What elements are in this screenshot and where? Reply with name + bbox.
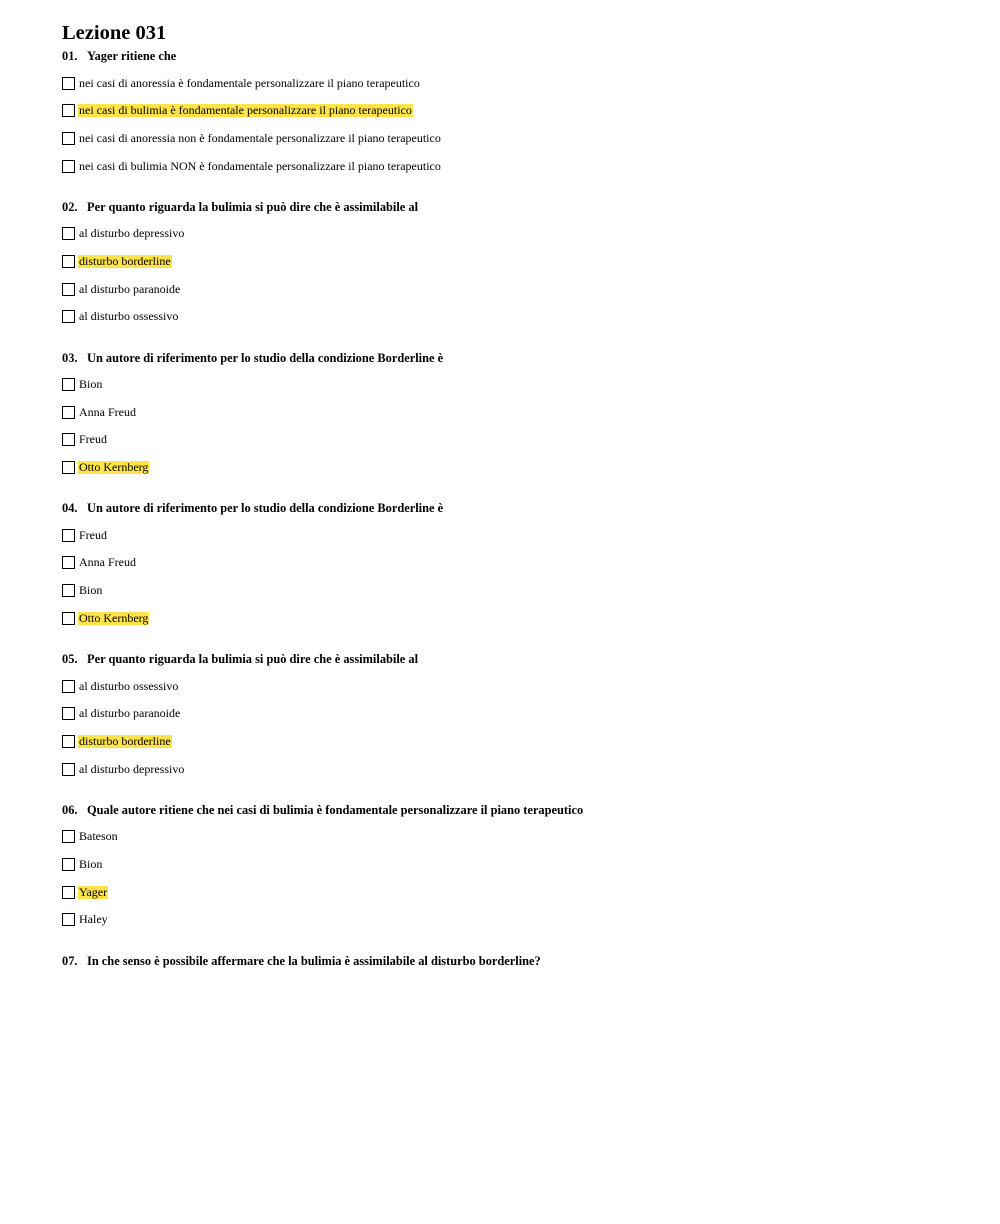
answer-option[interactable] <box>62 761 962 777</box>
question-heading <box>62 651 962 667</box>
answer-option[interactable] <box>62 884 962 900</box>
checkbox-icon[interactable] <box>62 283 75 296</box>
answer-option[interactable] <box>62 309 962 325</box>
answer-option[interactable] <box>62 377 962 393</box>
checkbox-icon[interactable] <box>62 830 75 843</box>
checkbox-icon[interactable] <box>62 858 75 871</box>
checkbox-icon[interactable] <box>62 680 75 693</box>
question-spacer <box>62 940 962 953</box>
answer-label: Haley <box>79 912 108 927</box>
answer-option[interactable] <box>62 678 962 694</box>
answer-label: Bion <box>79 583 103 598</box>
question-heading <box>62 48 962 64</box>
document-page <box>62 20 962 980</box>
question-heading <box>62 199 962 215</box>
checkbox-icon[interactable] <box>62 227 75 240</box>
answer-option[interactable] <box>62 829 962 845</box>
correct-answer-label: disturbo borderline <box>79 733 171 748</box>
correct-answer-label: nei casi di bulimia è fondamentale personalizzare il piano terapeutico <box>79 103 412 118</box>
question-spacer <box>62 638 962 651</box>
question-05 <box>62 651 962 777</box>
question-list <box>62 48 962 969</box>
answer-label: nei casi di bulimia NON è fondamentale personalizzare il piano terapeutico <box>79 158 441 173</box>
question-heading <box>62 802 962 818</box>
answer-label: al disturbo paranoide <box>79 706 181 721</box>
answer-option[interactable] <box>62 610 962 626</box>
question-07 <box>62 953 962 969</box>
checkbox-icon[interactable] <box>62 584 75 597</box>
answer-label: Freud <box>79 527 107 542</box>
answer-option[interactable] <box>62 226 962 242</box>
question-text: In che senso è possibile affermare che la bulimia è assimilabile al disturbo borderline? <box>87 953 541 968</box>
checkbox-icon[interactable] <box>62 406 75 419</box>
answer-label: nei casi di anoressia è fondamentale personalizzare il piano terapeutico <box>79 75 420 90</box>
question-heading <box>62 350 962 366</box>
answer-label: nei casi di anoressia non è fondamentale personalizzare il piano terapeutico <box>79 130 441 145</box>
answer-label: Bion <box>79 377 103 391</box>
correct-answer-label: Yager <box>79 884 108 899</box>
question-number: 06. <box>62 802 78 817</box>
checkbox-icon[interactable] <box>62 461 75 474</box>
question-text: Per quanto riguarda la bulimia si può dire che è assimilabile al <box>87 652 419 666</box>
answer-option[interactable] <box>62 253 962 269</box>
answer-label: Bateson <box>79 829 118 844</box>
answer-option[interactable] <box>62 404 962 420</box>
question-06 <box>62 802 962 928</box>
checkbox-icon[interactable] <box>62 310 75 323</box>
answer-option[interactable] <box>62 103 962 119</box>
question-spacer <box>62 337 962 350</box>
answer-label: Anna Freud <box>79 404 136 419</box>
answer-label: al disturbo depressivo <box>79 226 185 241</box>
checkbox-icon[interactable] <box>62 77 75 90</box>
checkbox-icon[interactable] <box>62 378 75 391</box>
answer-option[interactable] <box>62 733 962 749</box>
checkbox-icon[interactable] <box>62 763 75 776</box>
answer-option[interactable] <box>62 912 962 928</box>
question-spacer <box>62 186 962 199</box>
answer-option[interactable] <box>62 460 962 476</box>
answer-label: al disturbo ossessivo <box>79 309 179 324</box>
question-01 <box>62 48 962 174</box>
question-heading <box>62 953 962 969</box>
question-03 <box>62 350 962 476</box>
checkbox-icon[interactable] <box>62 104 75 117</box>
checkbox-icon[interactable] <box>62 707 75 720</box>
correct-answer-label: Otto Kernberg <box>79 610 149 625</box>
question-04 <box>62 500 962 626</box>
question-text: Quale autore ritiene che nei casi di bulimia è fondamentale personalizzare il piano terapeutico <box>87 802 584 817</box>
checkbox-icon[interactable] <box>62 433 75 446</box>
question-text: Per quanto riguarda la bulimia si può dire che è assimilabile al <box>87 199 419 214</box>
question-number: 02. <box>62 199 78 214</box>
answer-label: Anna Freud <box>79 555 136 570</box>
answer-label: al disturbo depressivo <box>79 761 185 776</box>
question-02 <box>62 199 962 325</box>
answer-option[interactable] <box>62 706 962 722</box>
answer-option[interactable] <box>62 583 962 599</box>
answer-label: Bion <box>79 856 103 871</box>
checkbox-icon[interactable] <box>62 612 75 625</box>
answer-option[interactable] <box>62 130 962 146</box>
question-text: Un autore di riferimento per lo studio della condizione Borderline è <box>87 350 444 365</box>
answer-label: al disturbo ossessivo <box>79 678 179 693</box>
question-heading <box>62 500 962 516</box>
question-text: Un autore di riferimento per lo studio della condizione Borderline è <box>87 501 444 516</box>
checkbox-icon[interactable] <box>62 255 75 268</box>
checkbox-icon[interactable] <box>62 735 75 748</box>
answer-option[interactable] <box>62 856 962 872</box>
checkbox-icon[interactable] <box>62 886 75 899</box>
question-number: 05. <box>62 652 78 666</box>
question-number: 04. <box>62 501 78 516</box>
answer-label: al disturbo paranoide <box>79 281 181 296</box>
page-title: Lezione 031 <box>62 22 167 44</box>
answer-option[interactable] <box>62 527 962 543</box>
checkbox-icon[interactable] <box>62 132 75 145</box>
correct-answer-label: disturbo borderline <box>79 253 171 268</box>
question-spacer <box>62 789 962 802</box>
question-spacer <box>62 487 962 500</box>
question-number: 01. <box>62 49 78 63</box>
answer-option[interactable] <box>62 75 962 91</box>
question-number: 03. <box>62 350 78 365</box>
question-number: 07. <box>62 953 78 968</box>
checkbox-icon[interactable] <box>62 556 75 569</box>
answer-label: Freud <box>79 432 107 447</box>
checkbox-icon[interactable] <box>62 913 75 926</box>
correct-answer-label: Otto Kernberg <box>79 460 149 475</box>
answer-option[interactable] <box>62 432 962 448</box>
question-text: Yager ritiene che <box>87 49 177 63</box>
checkbox-icon[interactable] <box>62 160 75 173</box>
answer-option[interactable] <box>62 158 962 174</box>
answer-option[interactable] <box>62 281 962 297</box>
checkbox-icon[interactable] <box>62 529 75 542</box>
answer-option[interactable] <box>62 555 962 571</box>
